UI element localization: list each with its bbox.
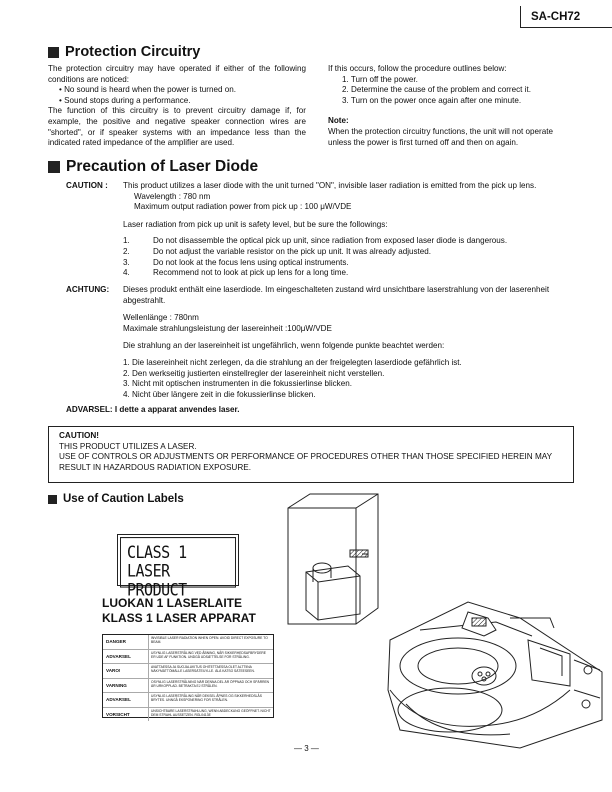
laser-title (48, 158, 258, 176)
precaution-item-1: 1. Do not disassemble the optical pick up unit, since radiation from exposed laser diode is dangerous. (123, 236, 508, 246)
section-square-icon (48, 47, 59, 58)
disc-turntable (400, 638, 516, 694)
strahlung-text: Die strahlung an der lasereinheit ist ungefährlich, wenn folgende punkte beachtet werden: (123, 341, 445, 351)
caution-content (123, 181, 579, 279)
de-item-2: 2. Den werkseitig justierten einstellregler der lasereinheit nicht verstellen. (123, 368, 385, 378)
de-item-3: 3. Nicht mit optischen instrumenten in die fokussierlinse blicken. (123, 379, 352, 389)
unit-drawing (270, 490, 612, 750)
swedish-label: KLASS 1 LASER APPARAT (102, 611, 256, 625)
protection-function: The function of this circuitry is to prevent circuitry damage if, for example, the positive and negative speaker connection wires are "shorted", or if speaker systems with an impedance less than the indicated rated impedance of the amplifier are used. (48, 106, 306, 148)
warning-row: VORSICHT UNSICHTBARE LASERSTRAHLUNG, WENN ABDECKUNG GEÖFFNET. NICHT DEM STRAHL AUSSETZEN. RGL0413E (103, 708, 273, 722)
achtung-label: ACHTUNG: (66, 285, 110, 294)
procedure-step-1: 1. Turn off the power. (342, 74, 418, 84)
warning-label-table (102, 634, 274, 718)
labels-title (48, 493, 184, 505)
cabinet-outline (288, 494, 378, 624)
note-text: When the protection circuitry functions, the unit will not operate unless the power is first turned off and then on again. (328, 126, 553, 147)
procedure-step-2: 2. Determine the cause of the problem and correct it. (342, 85, 531, 95)
caution-label: CAUTION : (66, 181, 108, 190)
advarsel-text: I dette a apparat anvendes laser. (114, 405, 240, 414)
caution-box-label: CAUTION! (59, 431, 100, 440)
caution-warning-box (48, 426, 574, 483)
precaution-item-2: 2. Do not adjust the variable resistor on the pick up unit. It was already adjusted. (123, 246, 432, 256)
max-power: Maximum output radiation power from pick up : 100 μW/VDE (134, 202, 352, 212)
procedure-intro: If this occurs, follow the procedure outlines below: (328, 64, 507, 73)
precaution-item-3: 3. Do not look at the focus lens using optical instruments. (123, 257, 349, 267)
warning-row: ADVARSEL USYNLIG LASERSTRÅLING VED ÅBNING, NÅR SIKKERHEDSAFBRYDERE ER UDE AF FUNKTION. UNDGÅ UDSÆTTELSE FOR STRÅLING. (103, 650, 273, 665)
advarsel-label: ADVARSEL: (66, 405, 113, 414)
procedure-step-3: 3. Turn on the power once again after one minute. (342, 95, 522, 105)
section-square-icon (48, 161, 60, 173)
class1-label (117, 534, 239, 600)
labels-title-text: Use of Caution Labels (63, 493, 184, 505)
protection-left (48, 64, 306, 149)
caution-box-line2: USE OF CONTROLS OR ADJUSTMENTS OR PERFORMANCE OF PROCEDURES OTHER THAN THOSE SPECIFIED HEREIN MAY RESULT IN HAZARDOUS RADIATION EXPOSURE. (59, 452, 552, 472)
warning-row: ADVARSEL USYNLIG LASERSTRÅLING NÅR DEKSEL ÅPNES OG SIKKERHEDSLÅS BRYTES. UNNGÅ EKSPONERING FOR STRÅLEN. (103, 693, 273, 708)
de-item-1: 1. Die lasereinheit nicht zerlegen, da die strahlung an der freigelegten laserdiode gefährlich ist. (123, 357, 462, 367)
laser-title-text: Precaution of Laser Diode (66, 158, 259, 175)
precaution-item-4: 4. Recommend not to look at pick up lens for a long time. (123, 268, 349, 278)
class1-line2: LASER PRODUCT (127, 561, 187, 600)
warning-row: DANGER INVISIBLE LASER RADIATION WHEN OPEN. AVOID DIRECT EXPOSURE TO BEAM. (103, 635, 273, 650)
class1-label-inner (120, 537, 236, 600)
protection-cond-2: • Sound stops during a performance. (59, 95, 191, 105)
page-number: — 3 — (294, 744, 319, 753)
wavelength: Wavelength : 780 nm (134, 191, 211, 201)
achtung-content (123, 285, 579, 400)
class1-line1: CLASS 1 (127, 542, 187, 563)
protection-right (328, 64, 578, 148)
protection-cond-1: • No sound is heard when the power is turned on. (59, 85, 236, 95)
caution-box-line1: THIS PRODUCT UTILIZES A LASER. (59, 441, 197, 451)
finnish-label: LUOKAN 1 LASERLAITE (102, 596, 243, 610)
model-number: SA-CH72 (520, 6, 612, 28)
warning-row: VARNING OSYNLIG LASERSTRÅLNING NÄR DENNA DEL ÄR ÖPPNAD OCH SPÄRREN ÄR URKOPPLAD. BETRAKTA EJ STRÅLEN. (103, 679, 273, 694)
disc-tray-box (306, 566, 360, 620)
warning-row: VARO! AVATTAESSA JA SUOJALUKITUS OHITETTAESSA OLET ALTTIINA NÄKYMÄTTÖMÄLLE LASERSÄTEILYLLE. ÄLÄ KATSO SÄTEESEEN. (103, 664, 273, 679)
safety-text: Laser radiation from pick up unit is safety level, but be sure the followings: (123, 219, 388, 229)
section-square-icon (48, 495, 57, 504)
advarsel-line (66, 405, 240, 416)
protection-title (48, 44, 200, 60)
wellenlange: Wellenlänge : 780nm (123, 313, 199, 323)
protection-title-text: Protection Circuitry (65, 44, 201, 60)
caution-line1: This product utilizes a laser diode with the unit turned "ON", invisible laser radiation is emitted from the pick up lens. (123, 181, 537, 190)
de-item-4: 4. Nicht über längere zeit in die fokussierlinse blicken. (123, 389, 316, 399)
note-label: Note: (328, 116, 349, 126)
max-strahlung: Maximale strahlungsleistung der lasereinheit :100μW/VDE (123, 323, 332, 333)
protection-intro: The protection circuitry may have operated if either of the following conditions are noticed: (48, 64, 306, 84)
achtung-text: Dieses produkt enthält eine laserdiode. Im eingeschalteten zustand wird unsichtbare laserstrahlung von der laserenheit abgestrahlt. (123, 285, 550, 305)
